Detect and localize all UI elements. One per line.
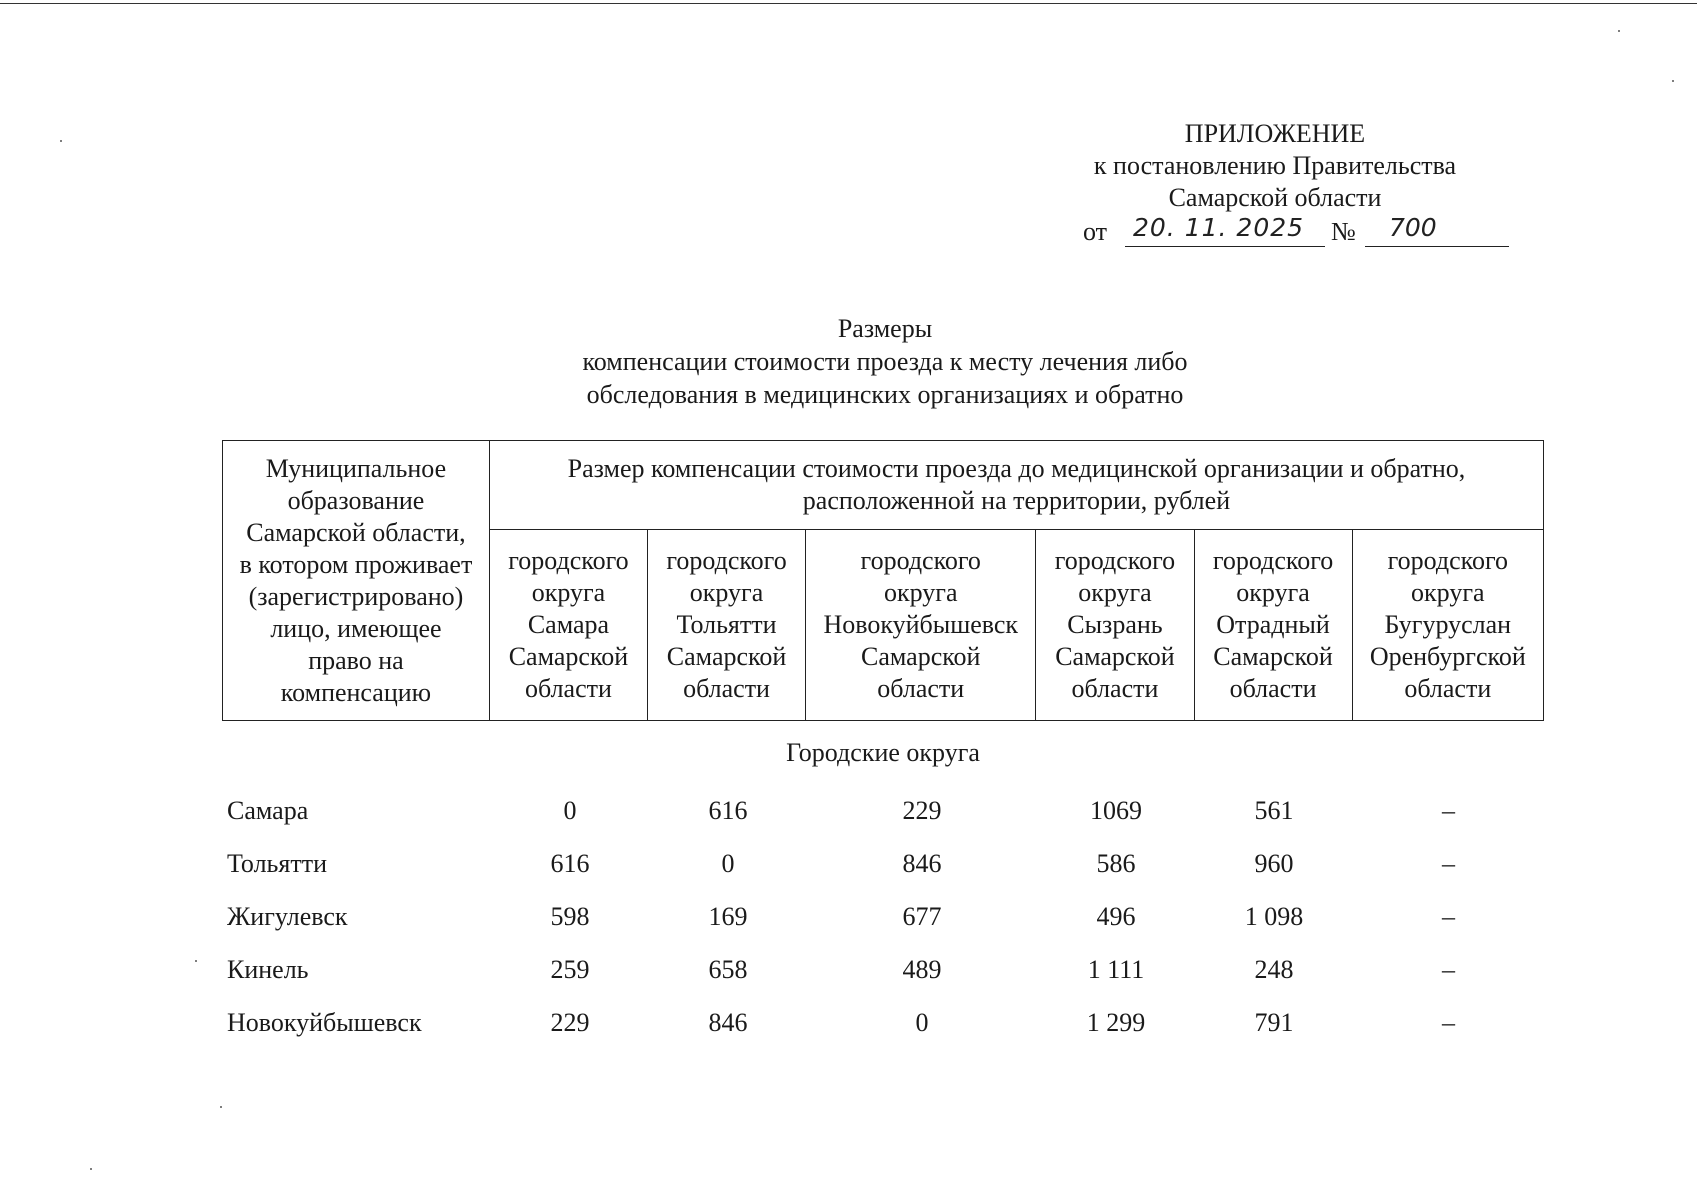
compensation-data-table [222,784,1544,1049]
table-cell: 616 [550,848,590,878]
table-cell: 496 [1096,901,1136,931]
table-cell: 616 [708,795,748,825]
table-cell: 586 [1096,848,1136,878]
table-cell: 1 299 [1086,1007,1146,1037]
decree-date-number-line [1065,213,1485,250]
decree-date-field [1125,213,1325,247]
table-cell: 0 [721,848,735,878]
table-cell: 229 [902,795,942,825]
table-cell: 0 [915,1007,929,1037]
table-cell: 1 098 [1244,901,1304,931]
scan-speck [1618,30,1620,32]
table-row [222,943,1544,996]
title-line-3: обследования в медицинских организациях и обратно [586,380,1184,409]
column-header-novokuibyshevsk: городского округа Новокуйбышевск Самарской области [806,530,1036,721]
table-cell: – [1442,901,1455,931]
scan-speck [195,960,197,962]
table-cell: 598 [550,901,590,931]
table-cell: 960 [1254,848,1294,878]
table-cell: 1069 [1090,795,1142,825]
document-title [470,312,1300,411]
title-line-2: компенсации стоимости проезда к месту лечения либо [582,347,1188,376]
row-municipality: Тольятти [227,848,328,878]
scan-speck [60,140,62,142]
table-cell: 846 [708,1007,748,1037]
table-cell: 489 [902,954,942,984]
table-cell: 169 [708,901,748,931]
table-cell: 791 [1254,1007,1294,1037]
table-row [222,890,1544,943]
scan-speck [90,1168,92,1170]
appendix-block [1065,118,1485,250]
title-line-1: Размеры [837,314,933,343]
table-cell: 248 [1254,954,1294,984]
table-cell: 0 [563,795,577,825]
from-label: от [1083,217,1108,246]
appendix-title: ПРИЛОЖЕНИЕ [1184,119,1366,148]
table-cell: 658 [708,954,748,984]
scan-speck [1672,80,1674,82]
column-header-tolyatti: городского округа Тольятти Самарской области [647,530,805,721]
appendix-line-2: Самарской области [1168,183,1382,212]
row-municipality: Кинель [227,954,309,984]
row-municipality: Жигулевск [227,901,348,931]
top-border-line [0,3,1697,4]
table-cell: 259 [550,954,590,984]
appendix-line-1: к постановлению Правительства [1093,151,1457,180]
municipality-column-header: Муниципальное образование Самарской области, в котором проживает (зарегистрировано) лицо, имеющее право на компенсацию [223,441,490,721]
column-header-syzran: городского округа Сызрань Самарской области [1036,530,1194,721]
table-cell: – [1442,1007,1455,1037]
table-row [222,837,1544,890]
compensation-group-header: Размер компенсации стоимости проезда до медицинской организации и обратно, расположенной на территории, рублей [489,441,1543,530]
decree-number-handwritten: 700 [1389,213,1437,242]
table-cell: 229 [550,1007,590,1037]
table-cell: – [1442,795,1455,825]
table-cell: 561 [1254,795,1294,825]
table-row [222,784,1544,837]
table-cell: – [1442,954,1455,984]
column-header-otradny: городского округа Отрадный Самарской области [1194,530,1352,721]
table-cell: – [1442,848,1455,878]
column-header-buguruslan: городского округа Бугуруслан Оренбургской области [1352,530,1543,721]
table-cell: 677 [902,901,942,931]
table-row [222,996,1544,1049]
number-sign-label: № [1331,217,1356,246]
row-municipality: Новокуйбышевск [227,1007,422,1037]
decree-date-handwritten: 20. 11. 2025 [1133,213,1305,242]
decree-number-field [1365,213,1509,247]
table-cell: 1 111 [1087,954,1145,984]
compensation-header-table [222,440,1544,721]
table-cell: 846 [902,848,942,878]
row-municipality: Самара [227,795,309,825]
section-label-city-districts: Городские округа [786,738,980,767]
column-header-samara: городского округа Самара Самарской области [489,530,647,721]
scan-speck [220,1106,222,1108]
